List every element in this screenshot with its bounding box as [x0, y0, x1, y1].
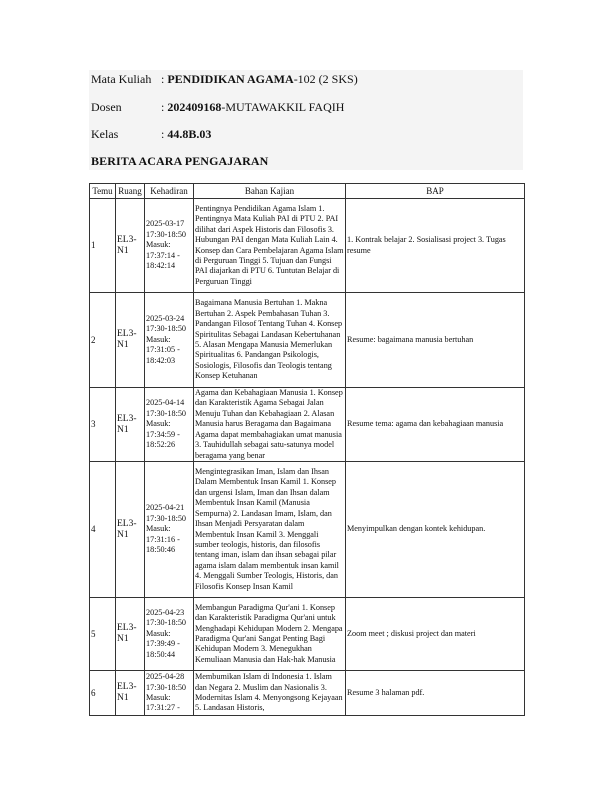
table-row	[90, 388, 525, 462]
course-name-value: : PENDIDIKAN AGAMA-102 (2 SKS)	[161, 72, 358, 86]
meeting-number: 5	[90, 598, 116, 671]
study-material: Agama dan Kebahagiaan Manusia 1. Konsep dan Karakteristik Agama Sebagai Jalan Menuju Tuhan dan Kebahagiaan 2. Alasan Manusia harus Beragama dan Bagaimana Agama dapat membahagiakan umat manusia 3. Tauhidullah sebagai satu-satunya model beragama yang benar	[194, 388, 346, 462]
bap-note: Resume: bagaimana manusia bertuhan	[346, 293, 525, 388]
table-header-row	[90, 184, 525, 199]
study-material: Bagaimana Manusia Bertuhan 1. Makna Bertuhan 2. Aspek Pembahasan Tuhan 3. Pandangan Filosof Tentang Tuhan 4. Konsep Spiritulitas Sebagai Landasan Kebertuhanan 5. Alasan Mengapa Manusia Memerlukan Spiritualitas 6. Pandangan Psikologis, Sosiologis, Filosofis dan Teologis tentang Konsep Ketuhanan	[194, 293, 346, 388]
attendance: 2025-04-14 17:30-18:50 Masuk: 17:34:59 - 18:52:26	[145, 388, 194, 462]
room: EL3-N1	[116, 388, 145, 462]
meeting-number: 1	[90, 199, 116, 293]
meeting-number: 4	[90, 462, 116, 598]
study-material: Membumikan Islam di Indonesia 1. Islam dan Negara 2. Muslim dan Nasionalis 3. Modernitas Islam 4. Menyongsong Kejayaan 5. Landasan Historis,	[194, 671, 346, 716]
room: EL3-N1	[116, 462, 145, 598]
table-row	[90, 199, 525, 293]
room: EL3-N1	[116, 293, 145, 388]
meeting-number: 6	[90, 671, 116, 716]
column-header-bahan-kajian: Bahan Kajian	[194, 184, 346, 199]
table-row	[90, 293, 525, 388]
column-header-bap: BAP	[346, 184, 525, 199]
lecturer-value: : 202409168-MUTAWAKKIL FAQIH	[161, 100, 345, 114]
section-title: BERITA ACARA PENGAJARAN	[91, 154, 269, 168]
attendance: 2025-04-21 17:30-18:50 Masuk: 17:31:16 - 18:50:46	[145, 462, 194, 598]
study-material: Membangun Paradigma Qur'ani 1. Konsep dan Karakteristik Paradigma Qur'ani untuk Menghadapi Kehidupan Modern 2. Mengapa Paradigma Qur'ani Sangat Penting Bagi Kehidupan Modern 3. Menegukhan Kemuliaan Manusia dan Hak-hak Manusia	[194, 598, 346, 671]
class-value: : 44.8B.03	[161, 127, 212, 141]
table-row	[90, 462, 525, 598]
meeting-number: 2	[90, 293, 116, 388]
column-header-ruang: Ruang	[116, 184, 145, 199]
class-label: Kelas	[91, 127, 119, 141]
table-row	[90, 598, 525, 671]
study-material: Pentingnya Pendidikan Agama Islam 1. Pentingnya Mata Kuliah PAI di PTU 2. PAI dilihat dari Aspek Historis dan Filosofis 3. Hubungan PAI dengan Mata Kuliah Lain 4. Konsep dan Cara Pembelajaran Agama Islam di Perguruan Tinggi 5. Tujuan dan Fungsi PAI diajarkan di PTU 6. Tuntutan Belajar di Perguruan Tinggi	[194, 199, 346, 293]
room: EL3-N1	[116, 671, 145, 716]
column-header-temu: Temu	[90, 184, 116, 199]
column-header-kehadiran: Kehadiran	[145, 184, 194, 199]
room: EL3-N1	[116, 598, 145, 671]
attendance: 2025-03-17 17:30-18:50 Masuk: 17:37:14 - 18:42:14	[145, 199, 194, 293]
attendance: 2025-03-24 17:30-18:50 Masuk: 17:31:05 - 18:42:03	[145, 293, 194, 388]
bap-note: Resume tema: agama dan kebahagiaan manusia	[346, 388, 525, 462]
study-material: Mengintegrasikan Iman, Islam dan Ihsan Dalam Membentuk Insan Kamil 1. Konsep dan urgensi Islam, Iman dan Ihsan dalam Membentuk Insan Kamil (Manusia Sempurna) 2. Landasan Imam, Islam, dan Ihsan Menjadi Persyaratan dalam Membentuk Insan Kamil 3. Menggali sumber teologis, historis, dan filosofis tentang iman, islam dan ihsan sebagai pilar agama islam dalam membentuk insan kamil 4. Menggali Sumber Teologis, Historis, dan Filosofis Konsep Insan Kamil	[194, 462, 346, 598]
bap-note: Menyimpulkan dengan kontek kehidupan.	[346, 462, 525, 598]
bap-note: Zoom meet ; diskusi project dan materi	[346, 598, 525, 671]
meeting-number: 3	[90, 388, 116, 462]
bap-note: Resume 3 halaman pdf.	[346, 671, 525, 716]
bap-note: 1. Kontrak belajar 2. Sosialisasi project 3. Tugas resume	[346, 199, 525, 293]
attendance: 2025-04-23 17:30-18:50 Masuk: 17:39:49 - 18:50:44	[145, 598, 194, 671]
course-name-label: Mata Kuliah	[91, 72, 152, 86]
teaching-log-table	[89, 183, 525, 716]
lecturer-label: Dosen	[91, 100, 122, 114]
attendance: 2025-04-28 17:30-18:50 Masuk: 17:31:27 -	[145, 671, 194, 716]
table-row	[90, 671, 525, 716]
room: EL3-N1	[116, 199, 145, 293]
